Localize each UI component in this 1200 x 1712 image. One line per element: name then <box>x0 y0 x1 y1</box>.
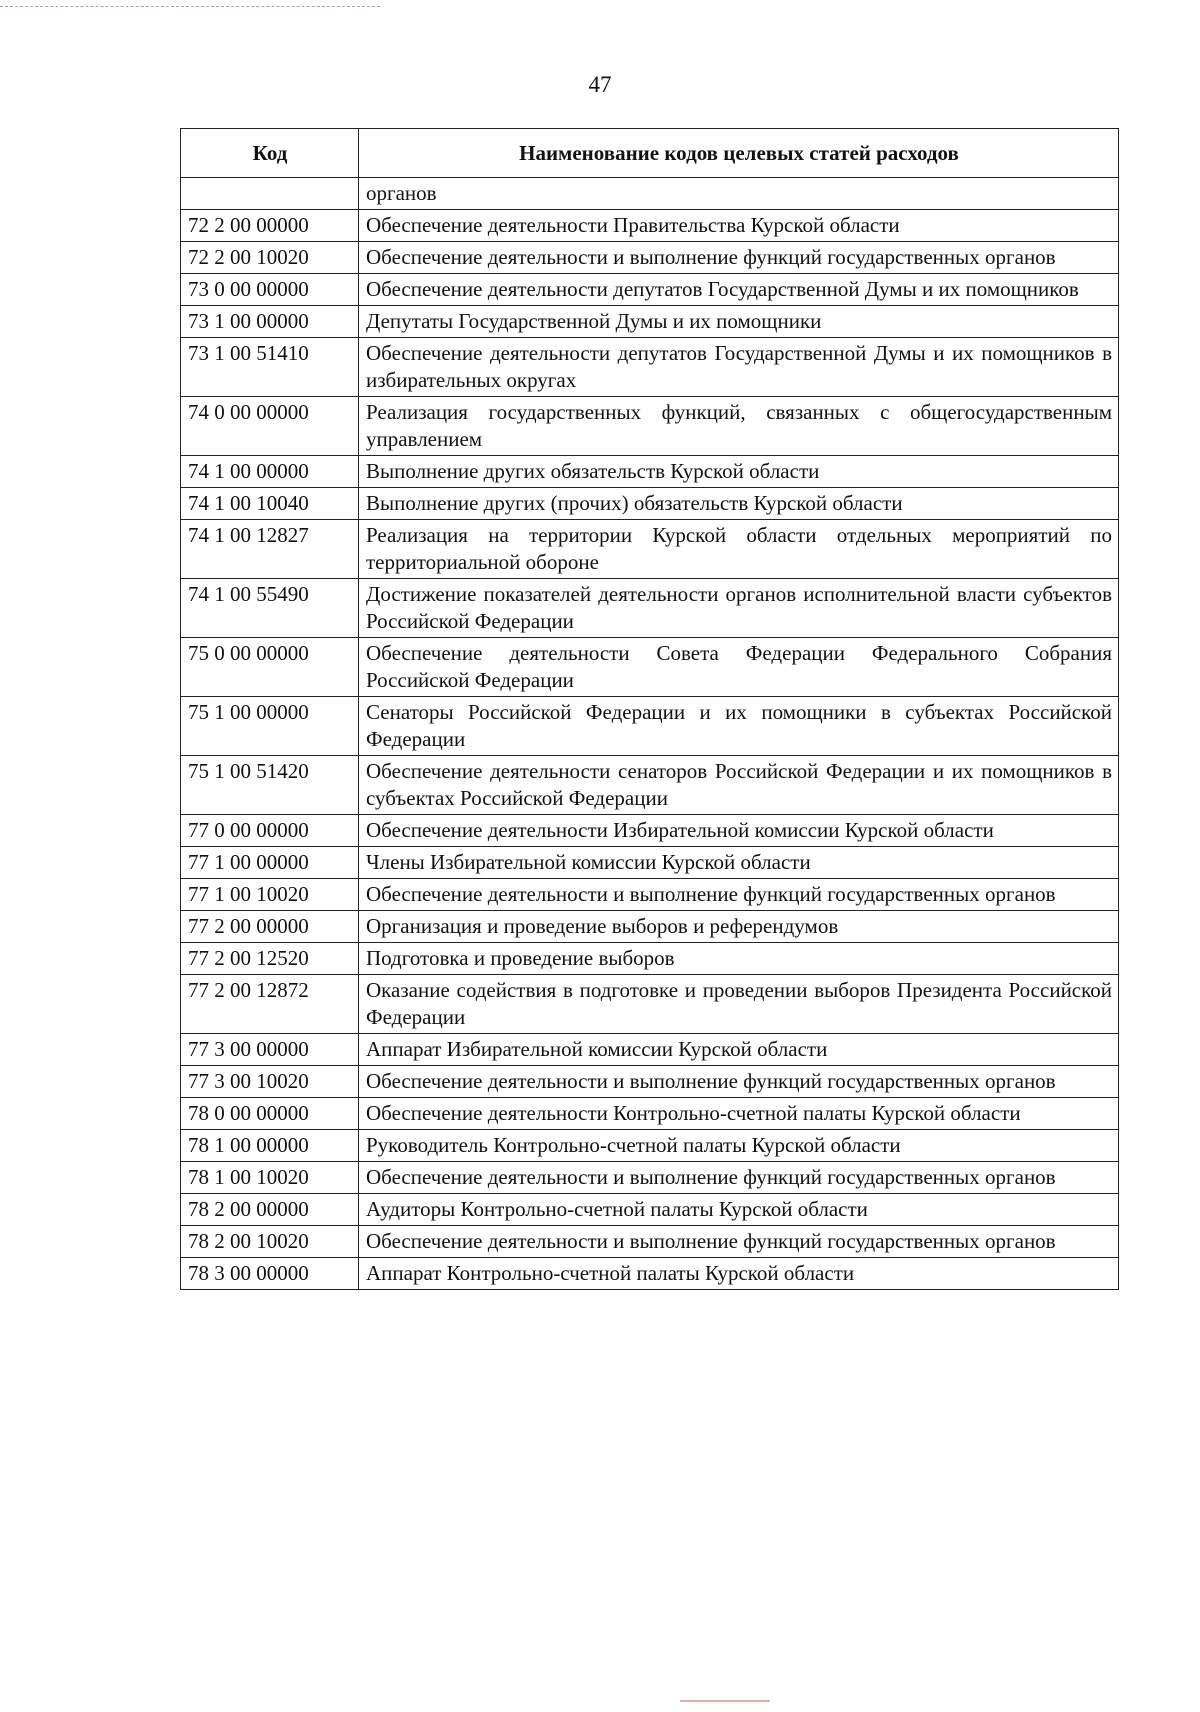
expense-codes-table <box>180 128 1119 1290</box>
row-name: Обеспечение деятельности и выполнение функций государственных органов <box>359 1066 1119 1098</box>
row-code: 74 1 00 10040 <box>181 488 359 520</box>
row-name: Обеспечение деятельности сенаторов Российской Федерации и их помощников в субъектах Российской Федерации <box>359 756 1119 815</box>
table-row <box>181 1130 1119 1162</box>
row-code <box>181 178 359 210</box>
row-code: 77 2 00 12872 <box>181 975 359 1034</box>
table-row <box>181 1098 1119 1130</box>
row-name: Обеспечение деятельности и выполнение функций государственных органов <box>359 242 1119 274</box>
row-code: 77 3 00 10020 <box>181 1066 359 1098</box>
row-code: 77 1 00 00000 <box>181 847 359 879</box>
row-name: Обеспечение деятельности депутатов Государственной Думы и их помощников в избирательных округах <box>359 338 1119 397</box>
row-name: Обеспечение деятельности Совета Федерации Федерального Собрания Российской Федерации <box>359 638 1119 697</box>
table-header-row <box>181 129 1119 178</box>
row-name: Выполнение других обязательств Курской области <box>359 456 1119 488</box>
row-name: Обеспечение деятельности и выполнение функций государственных органов <box>359 879 1119 911</box>
table-row <box>181 943 1119 975</box>
row-code: 78 2 00 10020 <box>181 1226 359 1258</box>
row-code: 78 1 00 10020 <box>181 1162 359 1194</box>
row-name: Обеспечение деятельности Контрольно-счетной палаты Курской области <box>359 1098 1119 1130</box>
row-code: 78 2 00 00000 <box>181 1194 359 1226</box>
row-code: 74 1 00 55490 <box>181 579 359 638</box>
table-row <box>181 242 1119 274</box>
table-row <box>181 520 1119 579</box>
table-row <box>181 975 1119 1034</box>
table-row <box>181 756 1119 815</box>
table-row <box>181 210 1119 242</box>
row-name: Достижение показателей деятельности органов исполнительной власти субъектов Российской Федерации <box>359 579 1119 638</box>
row-name: Оказание содействия в подготовке и проведении выборов Президента Российской Федерации <box>359 975 1119 1034</box>
header-code: Код <box>181 129 359 178</box>
row-code: 78 0 00 00000 <box>181 1098 359 1130</box>
table-row <box>181 1226 1119 1258</box>
scan-artifact-top <box>0 6 380 7</box>
page-number: 47 <box>588 72 612 97</box>
row-code: 77 2 00 00000 <box>181 911 359 943</box>
row-name: Реализация на территории Курской области отдельных мероприятий по территориальной обороне <box>359 520 1119 579</box>
row-name: Аппарат Избирательной комиссии Курской области <box>359 1034 1119 1066</box>
scan-artifact-bottom <box>680 1700 770 1702</box>
row-code: 77 2 00 12520 <box>181 943 359 975</box>
row-code: 75 0 00 00000 <box>181 638 359 697</box>
table-row <box>181 697 1119 756</box>
row-code: 77 3 00 00000 <box>181 1034 359 1066</box>
row-code: 72 2 00 00000 <box>181 210 359 242</box>
row-name: Обеспечение деятельности и выполнение функций государственных органов <box>359 1226 1119 1258</box>
row-name: Реализация государственных функций, связанных с общегосударственным управлением <box>359 397 1119 456</box>
row-name: Аудиторы Контрольно-счетной палаты Курской области <box>359 1194 1119 1226</box>
table-row <box>181 1066 1119 1098</box>
row-name: Члены Избирательной комиссии Курской области <box>359 847 1119 879</box>
row-name: Аппарат Контрольно-счетной палаты Курской области <box>359 1258 1119 1290</box>
row-code: 77 0 00 00000 <box>181 815 359 847</box>
table-row <box>181 397 1119 456</box>
row-code: 77 1 00 10020 <box>181 879 359 911</box>
row-code: 74 1 00 00000 <box>181 456 359 488</box>
table-row <box>181 1162 1119 1194</box>
row-name: Сенаторы Российской Федерации и их помощники в субъектах Российской Федерации <box>359 697 1119 756</box>
table-row <box>181 456 1119 488</box>
table-row <box>181 1194 1119 1226</box>
row-name: Организация и проведение выборов и референдумов <box>359 911 1119 943</box>
table-row <box>181 306 1119 338</box>
row-name: органов <box>359 178 1119 210</box>
table-body <box>181 178 1119 1290</box>
row-code: 75 1 00 00000 <box>181 697 359 756</box>
row-name: Выполнение других (прочих) обязательств Курской области <box>359 488 1119 520</box>
row-name: Обеспечение деятельности Правительства Курской области <box>359 210 1119 242</box>
table-row <box>181 847 1119 879</box>
row-code: 78 3 00 00000 <box>181 1258 359 1290</box>
row-name: Руководитель Контрольно-счетной палаты Курской области <box>359 1130 1119 1162</box>
table-row <box>181 911 1119 943</box>
header-name: Наименование кодов целевых статей расходов <box>359 129 1119 178</box>
row-code: 74 1 00 12827 <box>181 520 359 579</box>
table-row <box>181 638 1119 697</box>
row-code: 72 2 00 10020 <box>181 242 359 274</box>
table-row <box>181 879 1119 911</box>
row-name: Депутаты Государственной Думы и их помощники <box>359 306 1119 338</box>
table-row <box>181 1258 1119 1290</box>
table-row <box>181 815 1119 847</box>
row-code: 74 0 00 00000 <box>181 397 359 456</box>
table-row <box>181 1034 1119 1066</box>
row-code: 73 1 00 51410 <box>181 338 359 397</box>
row-name: Подготовка и проведение выборов <box>359 943 1119 975</box>
row-name: Обеспечение деятельности и выполнение функций государственных органов <box>359 1162 1119 1194</box>
row-code: 75 1 00 51420 <box>181 756 359 815</box>
table-row <box>181 579 1119 638</box>
row-name: Обеспечение деятельности депутатов Государственной Думы и их помощников <box>359 274 1119 306</box>
row-name: Обеспечение деятельности Избирательной комиссии Курской области <box>359 815 1119 847</box>
table-row <box>181 488 1119 520</box>
table-row <box>181 274 1119 306</box>
table-row <box>181 178 1119 210</box>
row-code: 73 1 00 00000 <box>181 306 359 338</box>
table-row <box>181 338 1119 397</box>
row-code: 73 0 00 00000 <box>181 274 359 306</box>
row-code: 78 1 00 00000 <box>181 1130 359 1162</box>
